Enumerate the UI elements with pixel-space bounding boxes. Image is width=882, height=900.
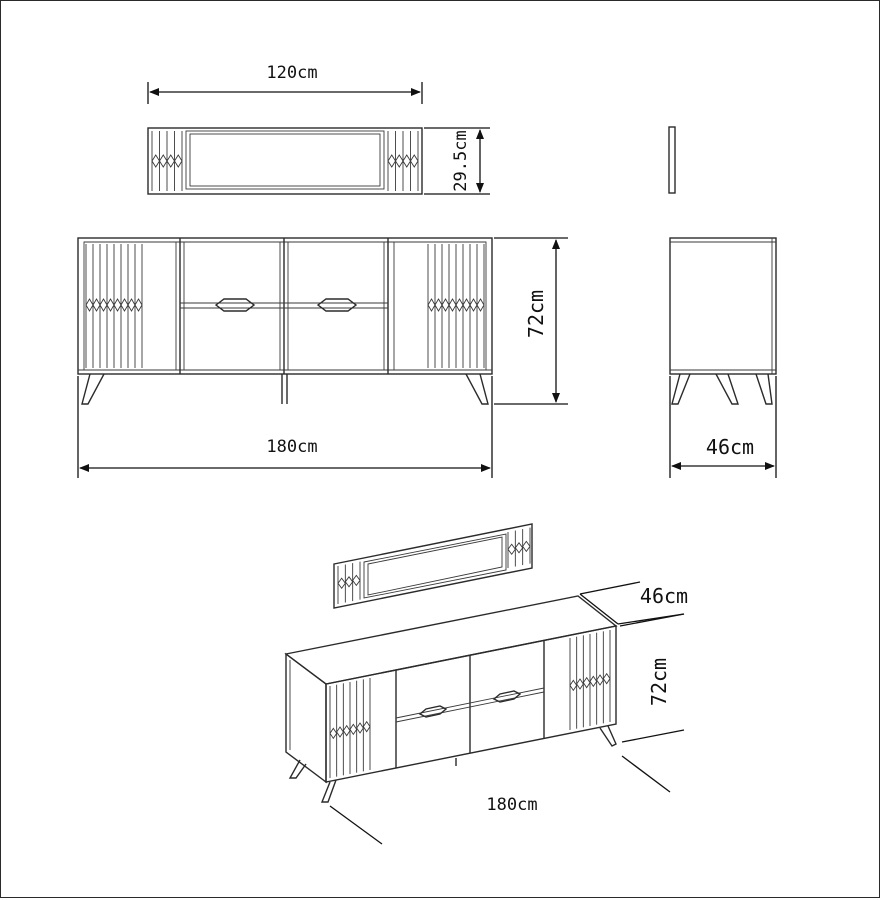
cabinet-front-view: [78, 238, 492, 404]
mirror-height-dimension: [424, 128, 490, 194]
isometric-cabinet: [286, 596, 616, 802]
mirror-height-label: 29.5cm: [451, 130, 471, 192]
mirror-width-label: 120cm: [266, 63, 318, 83]
isometric-height-label: 72cm: [647, 657, 671, 707]
cabinet-fluted-door-right: [428, 244, 484, 368]
isometric-fluted-door-right: [570, 630, 610, 730]
cabinet-fluted-door-left: [86, 244, 142, 368]
isometric-height-dimension: [620, 614, 684, 742]
isometric-width-dimension: [330, 756, 670, 844]
isometric-depth-dimension: [580, 582, 688, 624]
mirror-side-view: [669, 127, 675, 193]
mirror-width-dimension: [148, 63, 422, 104]
mirror-fluted-panel-left: [152, 131, 182, 191]
isometric-width-label: 180cm: [486, 795, 538, 815]
cabinet-width-dimension: [78, 376, 492, 478]
isometric-mirror-flutes: [338, 528, 530, 604]
cabinet-side-view: [670, 238, 776, 404]
cabinet-width-label: 180cm: [266, 437, 318, 457]
cabinet-depth-dimension: [670, 376, 776, 478]
cabinet-height-label: 72cm: [524, 289, 548, 339]
cabinet-depth-label: 46cm: [705, 435, 755, 459]
mirror-front-view: [148, 128, 422, 194]
isometric-fluted-door-left: [330, 678, 370, 778]
mirror-fluted-panel-right: [388, 131, 418, 191]
isometric-mirror: [334, 524, 532, 608]
isometric-depth-label: 46cm: [639, 584, 689, 608]
cabinet-height-dimension: [494, 238, 568, 404]
